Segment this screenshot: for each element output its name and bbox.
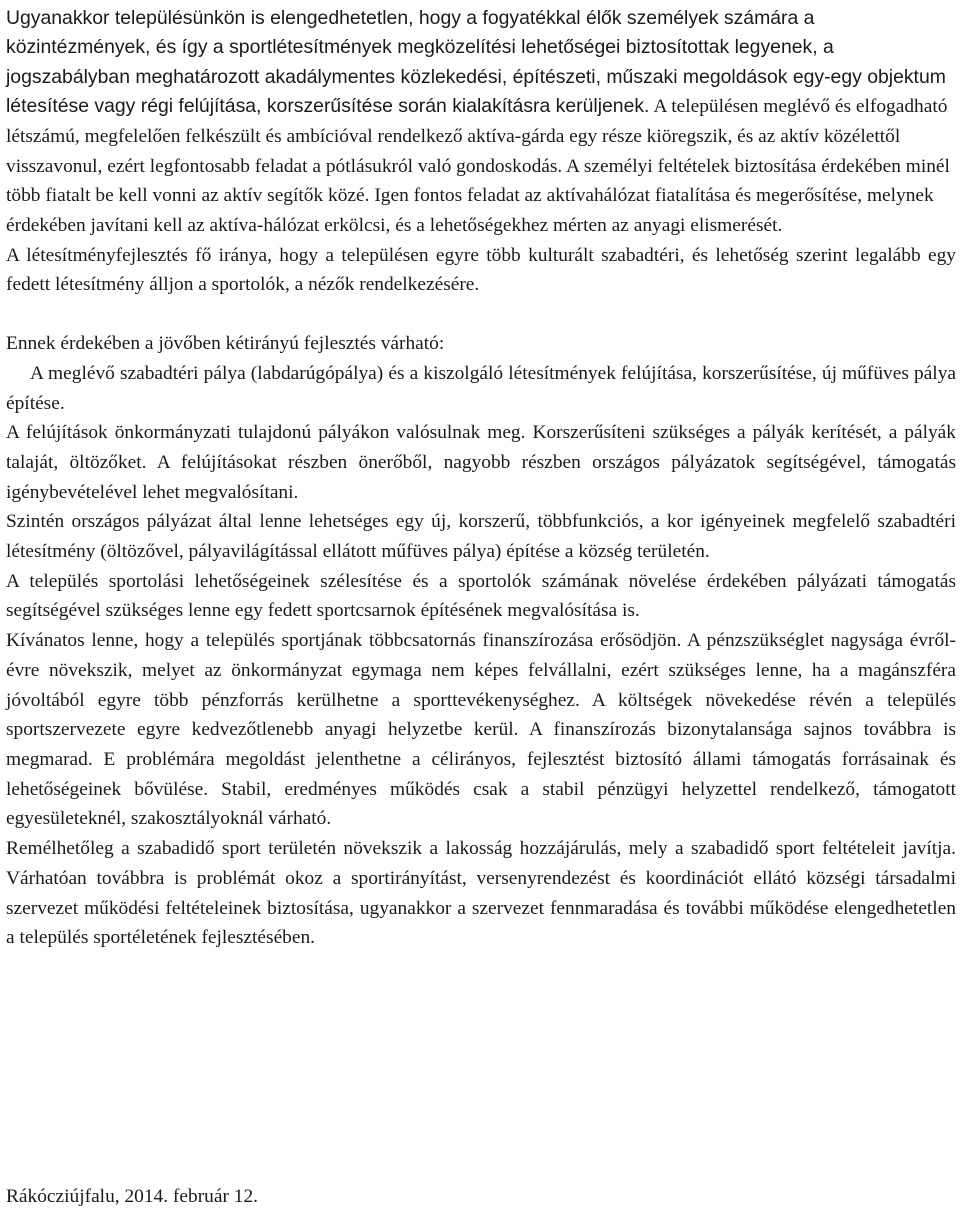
document-body [6, 4, 956, 953]
renovation-paragraph: A meglévő szabadtéri pálya (labdarúgópálya) és a kiszolgáló létesítmények felújítása, korszerűsítése, új műfüves pálya építése. [6, 362, 956, 414]
sports-hall-paragraph: A település sportolási lehetőségeinek szélesítése és a sportolók számának növelése érdekében pályázati támogatás segítségével szükséges lenne egy fedett sportcsarnok építésének megvalósítása is. [6, 570, 956, 622]
place-and-date: Rákócziújfalu, 2014. február 12. [6, 1186, 258, 1207]
development-paragraph: A létesítményfejlesztés fő iránya, hogy a településen egyre több kulturált szabadtéri, és lehetőség szerint legalább egy fedett létesítmény álljon a sportolók, a nézők rendelkezésére. [6, 244, 956, 296]
intro-paragraph [6, 4, 956, 241]
leisure-sport-paragraph: Remélhetőleg a szabadidő sport területén növekszik a lakosság hozzájárulás, mely a szabadidő sport feltételeit javítja. Várhatóan továbbra is problémát okoz a sportirányítást, versenyrendezést és koordinációt ellátó községi társadalmi szervezet működési feltételeinek biztosítása, ugyanakkor a szervezet fennmaradása és további működése elengedhetetlen a település sportéletének fejlesztésében. [6, 838, 956, 949]
financing-paragraph: Kívánatos lenne, hogy a település sportjának többcsatornás finanszírozása erősödjön. A pénzszükséglet nagysága évről-évre növekszik, melyet az önkormányzat egymaga nem képes felvállalni, ezért szükséges lenne, ha a magánszféra jóvoltából egyre több pénzforrás kerülhetne a sporttevékenységhez. A költségek növekedése révén a település sportszervezete egyre kedvezőtlenebb anyagi helyzetbe kerül. A finanszírozás bizonytalansága sajnos továbbra is megmarad. E problémára megoldást jelenthetne a célirányos, fejlesztést biztosító állami támogatás forrásainak és lehetőségeinek bővülése. Stabil, eredményes működés csak a stabil pénzügyi helyzettel rendelkező, támogatott egyesületeknél, szakosztályoknál várható. [6, 630, 956, 830]
accessibility-text: Ugyanakkor településünkön is elengedhetetlen, hogy a fogyatékkal élők személyek számára a közintézmények, és így a sportlétesítmények megközelítési lehetőségei biztosítottak legyenek, a jogszabályban meghatározott akadálymentes közlekedési, építészeti, műszaki megoldások egy-egy objektum létesítése vagy régi felújítása, korszerűsítése során kialakításra kerüljenek. [6, 7, 946, 118]
municipal-paragraph: A felújítások önkormányzati tulajdonú pályákon valósulnak meg. Korszerűsíteni szükséges a pályák kerítését, a pályák talaját, öltözőket. A felújításokat részben önerőből, nagyobb részben országos pályázatok segítségével, támogatás igénybevételével lehet megvalósítani. [6, 422, 956, 503]
paragraph-gap [6, 300, 956, 329]
national-tender-paragraph: Szintén országos pályázat által lenne lehetséges egy új, korszerű, többfunkciós, a kor igényeinek megfelelő szabadtéri létesítmény (öltözővel, pályavilágítással ellátott műfüves pálya) építése a község területén. [6, 511, 956, 563]
expected-development-paragraph: Ennek érdekében a jövőben kétirányú fejlesztés várható: [6, 333, 445, 355]
activists-text: A településen meglévő és elfogadható létszámú, megfelelően felkészült és ambícióval rendelkező aktíva-gárda egy része kiöregszik, és az aktív közélettől visszavonul, ezért legfontosabb feladat a pótlásukról való gondoskodás. A személyi feltételek biztosítása érdekében minél több fiatalt be kell vonni az aktív segítők közé. [6, 96, 950, 207]
activist-network-text: Igen fontos feladat az aktívahálózat fiatalítása és megerősítése, melynek érdekében javítani kell az aktíva-hálózat erkölcsi, és a lehetőségekhez mérten az anyagi elismerését. [6, 185, 934, 237]
